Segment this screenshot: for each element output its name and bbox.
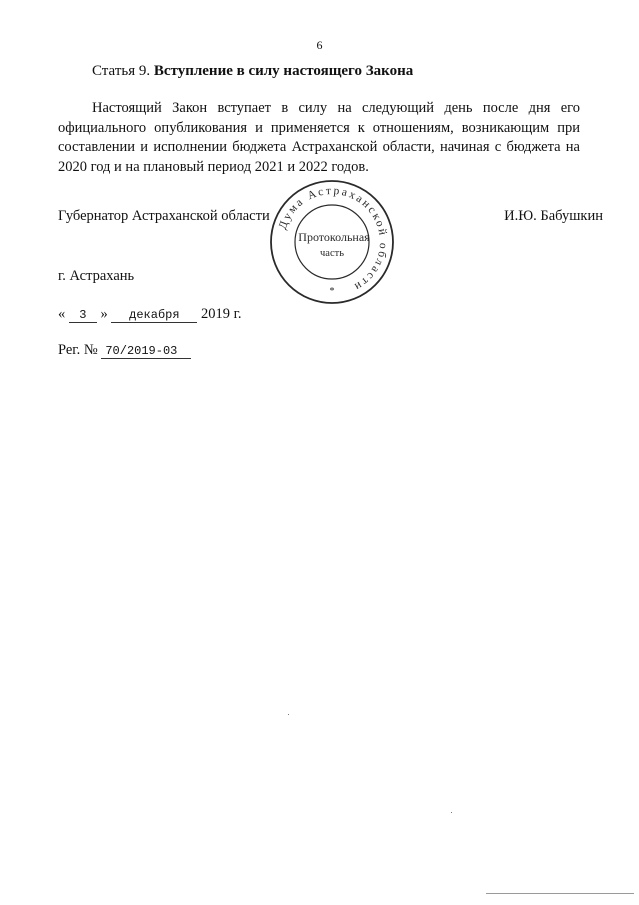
article-heading bbox=[92, 63, 413, 80]
place-of-signing: г. Астрахань bbox=[58, 268, 135, 284]
signatory-title: Губернатор Астраханской области bbox=[58, 208, 270, 224]
registration-line bbox=[58, 342, 191, 359]
seal-stamp bbox=[268, 178, 396, 306]
registration-number: 70/2019-03 bbox=[101, 344, 191, 359]
signatory-name: И.Ю. Бабушкин bbox=[504, 208, 603, 224]
registration-label: Рег. № bbox=[58, 342, 98, 358]
signing-date bbox=[58, 306, 242, 323]
seal-center-line-2: часть bbox=[320, 248, 344, 259]
article-prefix: Статья 9. bbox=[92, 63, 154, 79]
date-open-quote: « bbox=[58, 306, 66, 322]
article-title: Вступление в силу настоящего Закона bbox=[153, 63, 414, 79]
date-day: 3 bbox=[69, 308, 97, 323]
seal-star-icon: * bbox=[329, 286, 335, 297]
seal-center-line-1: Протокольная bbox=[298, 230, 370, 244]
date-year: 2019 г. bbox=[201, 306, 242, 322]
article-body: Настоящий Закон вступает в силу на следующий день после дня его официального опубликования и применяется к отношениям, возникающим при составлении и исполнении бюджета Астраханской области, начиная с бюджета на 2020 год и на плановый период 2021 и 2022 годов. bbox=[58, 100, 580, 175]
bottom-edge-rule bbox=[486, 893, 634, 894]
seal-ring-text: Дума Астраханской области bbox=[276, 184, 390, 294]
scan-speck bbox=[288, 714, 289, 715]
date-month: декабря bbox=[111, 308, 197, 323]
scan-speck bbox=[451, 812, 452, 813]
page-number: 6 bbox=[316, 38, 323, 52]
date-close-quote: » bbox=[100, 306, 108, 322]
